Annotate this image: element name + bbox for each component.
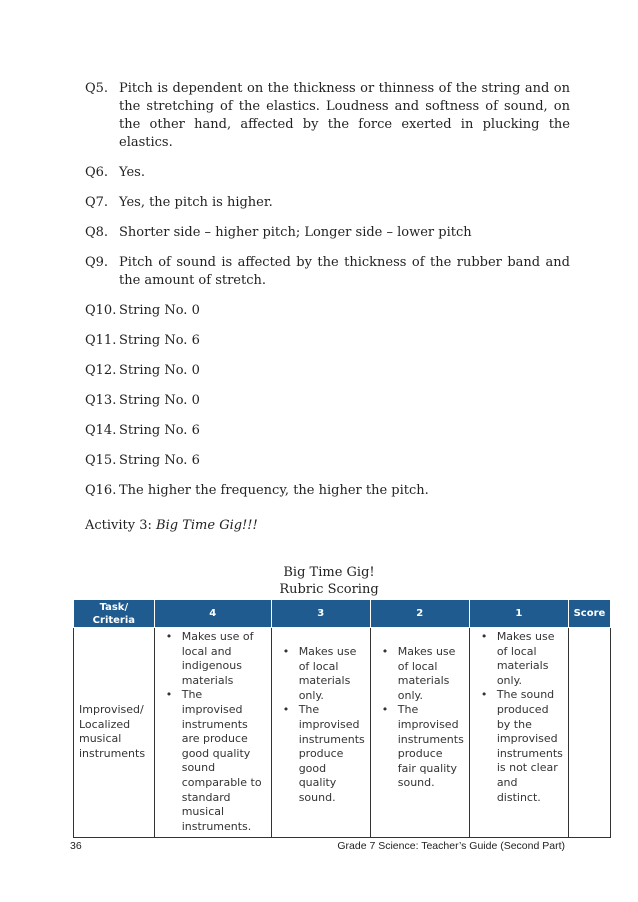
answer-text: String No. 0 [119,303,200,318]
answer-text: String No. 6 [119,453,200,468]
answer-text: Yes, the pitch is higher. [119,195,273,210]
rubric-table [73,599,611,838]
list-item: • Makes use of local and indigenous materials [182,630,266,688]
list-item: • The sound produced by the improvised instruments is not clear and distinct. [497,688,563,805]
answer-item [85,254,570,290]
question-number: Q12. [85,363,117,378]
answer-list [85,80,570,500]
list-item: • The improvised instruments produce fair quality sound. [398,703,464,791]
answer-text: String No. 6 [119,423,200,438]
answer-text: Shorter side – higher pitch; Longer side – lower pitch [119,225,472,240]
page-number: 36 [70,840,82,852]
question-number: Q11. [85,333,117,348]
answer-item [85,80,570,152]
question-number: Q5. [85,81,109,96]
answer-item [85,194,570,212]
list-item: • The improvised instruments produce good quality sound. [299,703,365,805]
question-number: Q14. [85,423,117,438]
header-score-3: 3 [271,600,370,628]
answer-text: Yes. [119,165,145,180]
activity-name: Big Time Gig!!! [156,518,258,533]
answer-item [85,302,570,320]
answer-item [85,224,570,242]
answer-text: String No. 0 [119,363,200,378]
answer-text: Pitch is dependent on the thickness or thinness of the string and on the stretching of the elastics. Loudness and softness of sound, on the other hand, affected by the force exerted in plucking the elastics. [119,81,570,150]
header-criteria-line1: Task/ [99,601,129,613]
footer-title: Grade 7 Science: Teacher’s Guide (Second Part) [337,840,565,852]
level-1-cell [469,628,568,838]
question-number: Q7. [85,195,109,210]
question-number: Q8. [85,225,109,240]
answer-text: String No. 6 [119,333,200,348]
answer-item [85,164,570,182]
rubric-title: Big Time Gig! [283,565,375,580]
list-item: • The improvised instruments are produce good quality sound comparable to standard musical instruments. [182,688,266,834]
header-criteria [74,600,155,628]
question-number: Q9. [85,255,109,270]
level-4-cell [154,628,271,838]
level-3-cell [271,628,370,838]
score-cell [568,628,610,838]
answer-item [85,362,570,380]
activity-label: Activity 3: [85,518,157,533]
rubric-header-row [74,600,611,628]
answer-text: Pitch of sound is affected by the thickness of the rubber band and the amount of stretch. [119,255,570,288]
list-item: • Makes use of local materials only. [299,645,365,703]
header-score-1: 1 [469,600,568,628]
question-number: Q16. [85,483,117,498]
list-item: • Makes use of local materials only. [398,645,464,703]
header-criteria-line2: Criteria [92,614,136,626]
question-number: Q6. [85,165,109,180]
answer-item [85,332,570,350]
answer-text: String No. 0 [119,393,200,408]
answer-item [85,422,570,440]
level-2-cell [370,628,469,838]
question-number: Q15. [85,453,117,468]
answer-text: The higher the frequency, the higher the pitch. [119,483,429,498]
question-number: Q13. [85,393,117,408]
answer-item [85,482,570,500]
rubric-subtitle: Rubric Scoring [279,582,379,597]
answer-item [85,392,570,410]
header-score-4: 4 [154,600,271,628]
header-score-2: 2 [370,600,469,628]
question-number: Q10. [85,303,117,318]
list-item: • Makes use of local materials only. [497,630,563,688]
answer-item [85,452,570,470]
activity-heading [85,518,258,533]
criterion-cell: Improvised/ Localized musical instruments [74,628,155,838]
header-score: Score [568,600,610,628]
table-row [74,628,611,838]
